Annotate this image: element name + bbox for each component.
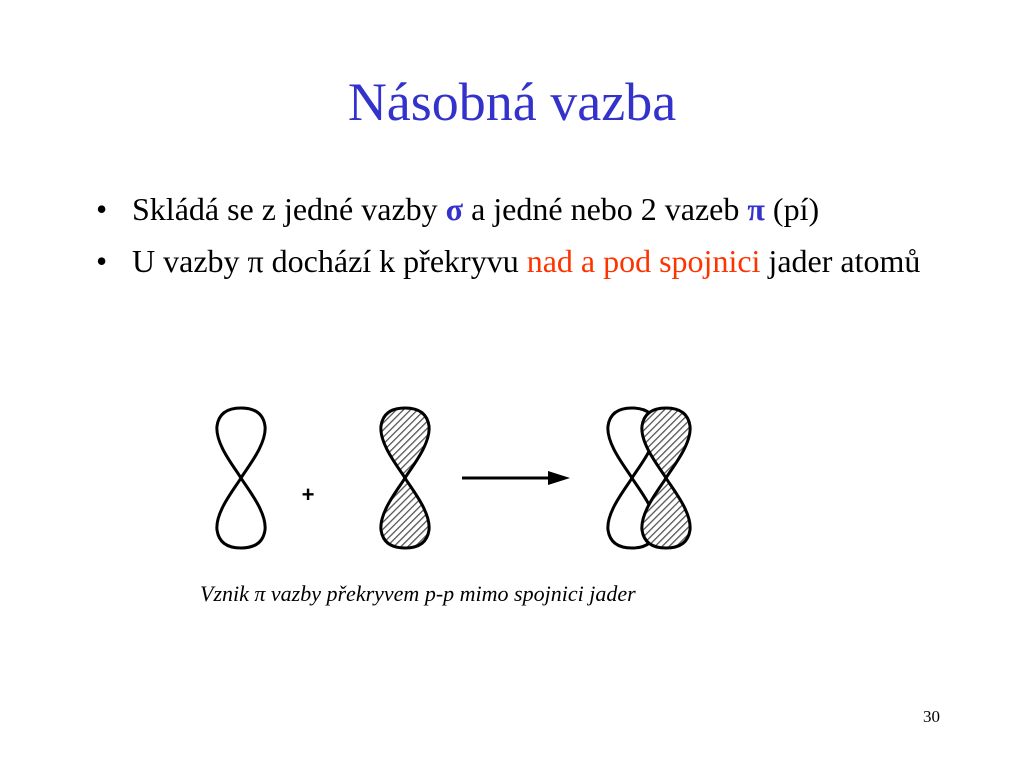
pi-symbol: π — [747, 191, 765, 227]
reaction-arrow — [462, 471, 570, 485]
bullet-item-2 — [96, 242, 956, 280]
bullet-1-text-middle: a jedné nebo 2 vazeb — [463, 191, 748, 227]
bullet-2-text-start: U vazby π dochází k překryvu — [132, 243, 527, 279]
pi-bond-diagram — [200, 400, 720, 560]
p-orbital-white — [217, 408, 265, 548]
overlapping-p-orbitals — [608, 408, 690, 548]
bullet-list — [96, 190, 956, 294]
p-orbital-hatched — [381, 408, 429, 548]
sigma-symbol: σ — [445, 191, 464, 227]
highlighted-phrase: nad a pod spojnici — [526, 243, 761, 279]
plus-sign: + — [301, 482, 315, 507]
figure-caption: Vznik π vazby překryvem p-p mimo spojnici jader — [200, 581, 636, 606]
bullet-2-text-end: jader atomů — [760, 243, 921, 279]
page-number: 30 — [923, 707, 940, 726]
slide-title: Násobná vazba — [347, 72, 677, 132]
bullet-item-1 — [96, 190, 956, 228]
bullet-marker: • — [96, 191, 108, 227]
bullet-marker: • — [96, 243, 108, 279]
bullet-1-text-end: (pí) — [764, 191, 820, 227]
bullet-1-text-start: Skládá se z jedné vazby — [132, 191, 446, 227]
